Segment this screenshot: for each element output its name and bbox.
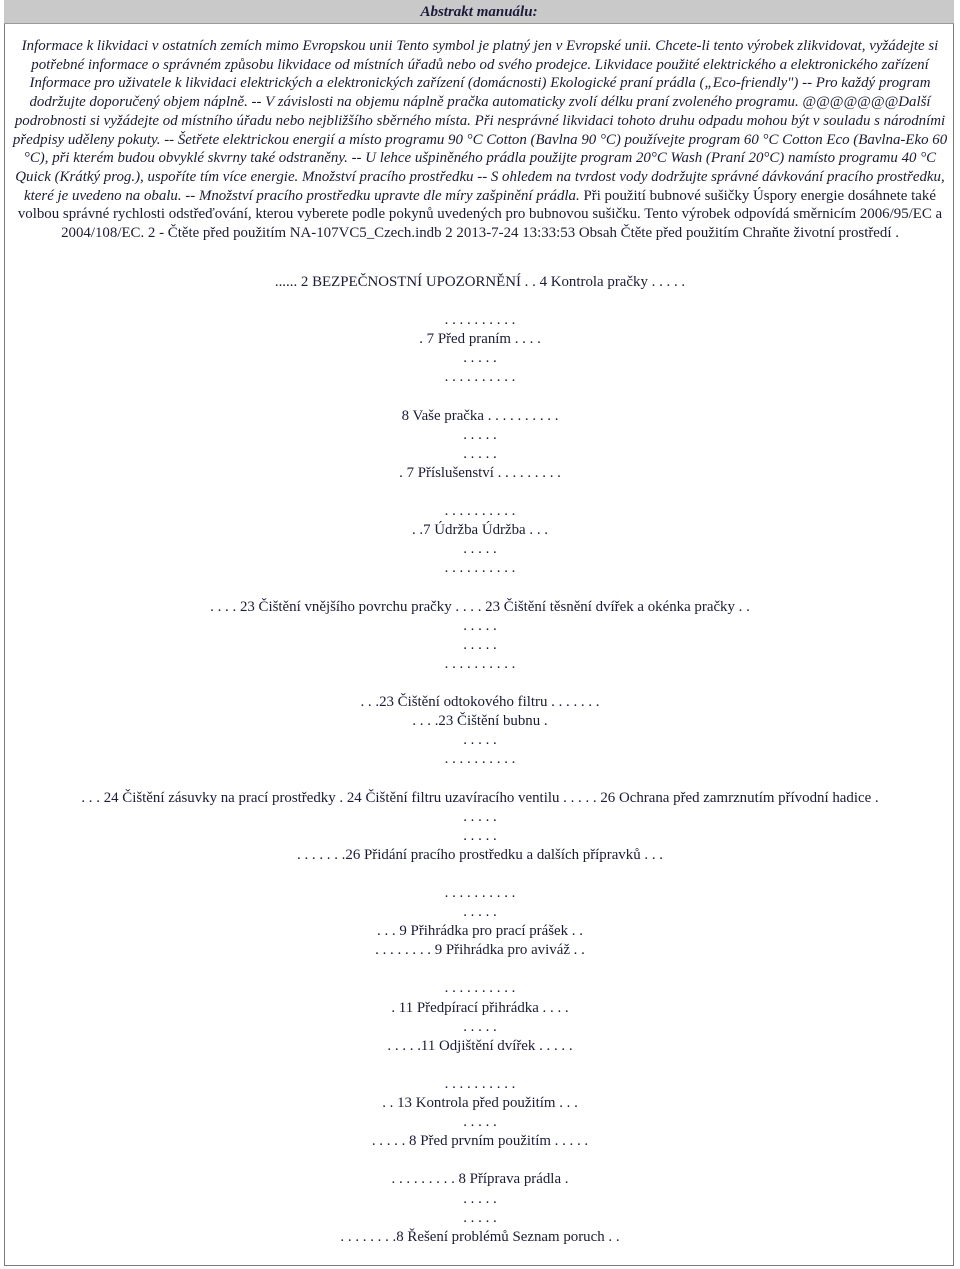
toc-line: . . . . . . .26 Přidání pracího prostředku a dalších přípravků . . . — [297, 846, 663, 863]
toc-line — [8, 769, 952, 788]
abstract-segment: Při nesprávné likvidaci tohoto druhu odpadu mohou být v souladu s národními předpisy uděleny pokuty. — [12, 112, 946, 148]
toc-line: . . . . . — [463, 350, 497, 367]
toc-line: . 11 Předpírací přihrádka . . . . — [391, 999, 569, 1016]
toc-line: . . . . .11 Odjištění dvířek . . . . . — [387, 1037, 573, 1054]
toc-line — [8, 1151, 952, 1170]
toc-line: . . 13 Kontrola před použitím . . . — [382, 1095, 578, 1112]
toc-line: . . . . . — [463, 636, 497, 653]
toc-line — [8, 674, 952, 693]
toc-line: . . . . . . . . . . — [444, 1075, 516, 1092]
toc-line: . . . 24 Čištění zásuvky na prací prostředky . 24 Čištění filtru uzavíracího ventilu . . . . . 26 Ochrana před zamrznutím přívodní hadice . — [81, 789, 879, 806]
toc-line: . . . . . . . . . . — [444, 751, 516, 768]
toc-line — [8, 292, 952, 311]
toc-line: . . . . . — [463, 732, 497, 749]
toc-line: . . . . . — [463, 808, 497, 825]
toc-line — [8, 1056, 952, 1075]
toc-line: . . . . . — [463, 445, 497, 462]
toc-line: ...... 2 BEZPEČNOSTNÍ UPOZORNĚNÍ . . 4 Kontrola pračky . . . . . — [274, 274, 686, 290]
toc-line: . . . . 23 Čištění vnějšího povrchu pračky . . . . 23 Čištění těsnění dvířek a okénka pračky . . — [210, 598, 750, 615]
toc-line — [8, 388, 952, 407]
toc-line: . . . . . — [463, 541, 497, 558]
abstract-text — [8, 37, 952, 243]
toc-line — [8, 865, 952, 884]
toc-line: . . . . . . . . . . — [444, 369, 516, 386]
toc-line: . . . . . . . . . . — [444, 312, 516, 329]
abstract-segment: Informace k likvidaci v ostatních zemích mimo Evropskou unii Tento symbol je platný jen v Evropské unii. Chcete-li tento výrobek zlikvidovat, vyžádejte si potřebné informace o správném způsobu likvidace od místních úřadů nebo od svého prodejce. — [21, 38, 939, 73]
toc-line: 8 Vaše pračka . . . . . . . . . . — [401, 407, 559, 424]
toc-line: . . . . . . . .8 Řešení problémů Seznam poruch . . — [340, 1228, 620, 1245]
toc-line: . . . . . — [463, 1114, 497, 1131]
toc-line: . . . 9 Přihrádka pro prací prášek . . — [377, 923, 583, 940]
toc-line: . . . . . — [463, 827, 497, 844]
toc-line: . . . . . — [463, 1018, 497, 1035]
toc-line: . . . . . — [463, 1209, 497, 1226]
title-bar — [4, 0, 954, 24]
toc-line: . . . . . . . . . . — [444, 980, 516, 997]
toc-line: . . .23 Čištění odtokového filtru . . . . . . . — [360, 694, 600, 711]
toc-line — [8, 960, 952, 979]
toc-line: . . . . . — [463, 426, 497, 443]
abstract-segment: -- Šetřete elektrickou energií a místo programu 90 °C Cotton (Bavlna 90 °C) používejte program 60 °C Cotton Eco (Bavlna-Eko 60 °C), při kterém budou obvyklé skvrny také odstraněny. -- U lehce ušpiněného prádla použijte program 20°C Wash (Praní 20°C) namísto programu 40 °C Quick (Krátký prog.), uspoříte tím více energie. — [15, 131, 948, 185]
toc-line: . . . . . . . . . . — [444, 655, 516, 672]
toc-line: . . . . . . . . . . — [444, 560, 516, 577]
toc-line: . . . . . . . . . 8 Příprava prádla . — [391, 1171, 569, 1188]
toc-line: . .7 Údržba Údržba . . . — [411, 522, 549, 539]
toc-line: . 7 Příslušenství . . . . . . . . . — [399, 464, 561, 481]
toc-line: . . . . . — [463, 1190, 497, 1207]
page-title: Abstrakt manuálu: — [420, 4, 538, 20]
toc-line: . . . .23 Čištění bubnu . — [412, 713, 548, 730]
abstract-segment: Likvidace použité elektrického a elektronického zařízení Informace pro uživatele k likvidaci elektrických a elektronických zařízení (domácnosti) Ekologické praní prádla („Eco-friendly") -- Pro každý program dodržujte doporučený objem náplně. -- V závislosti na objemu náplně pračka automaticky zvolí délku praní zvoleného programu. — [29, 56, 931, 111]
toc-line: . . . . . 8 Před prvním použitím . . . . . — [371, 1133, 589, 1150]
toc-line — [8, 579, 952, 598]
toc-line: . . . . . . . . . . — [444, 503, 516, 520]
toc-line: . . . . . — [463, 904, 497, 921]
toc-line: . . . . . — [463, 617, 497, 634]
abstract-segment: @@@@@@@Další podrobnosti si vyžádejte od místního úřadu nebo nejbližšího sběrného místa. — [14, 94, 931, 129]
toc-line: . . . . . . . . 9 Přihrádka pro aviváž . . — [375, 942, 585, 959]
table-of-contents — [8, 273, 952, 1247]
abstract-segment: Množství pracího prostředku -- S ohledem na tvrdost vody dodržujte správné dávkování pracího prostředku, které je uvedeno na obalu. -- Množství pracího prostředku upravte dle míry zašpinění prádla. — [24, 168, 945, 204]
abstract-segment: Při použití bubnové sušičky Úspory energie dosáhnete také volbou správné rychlosti odstřeďování, kterou vyberete podle pokynů uvedených pro bubnovou sušičku. Tento výrobek odpovídá směrnicím 2006/95/EC a 2004/108/EC. 2 - Čtěte před použitím NA-107VC5_Czech.indb 2 2013-7-24 13:33:53 Obsah Čtěte před použitím Chraňte životní prostředí . — [17, 187, 943, 242]
toc-line — [8, 483, 952, 502]
toc-line: . . . . . . . . . . — [444, 885, 516, 901]
toc-line: . 7 Před praním . . . . — [419, 331, 541, 348]
